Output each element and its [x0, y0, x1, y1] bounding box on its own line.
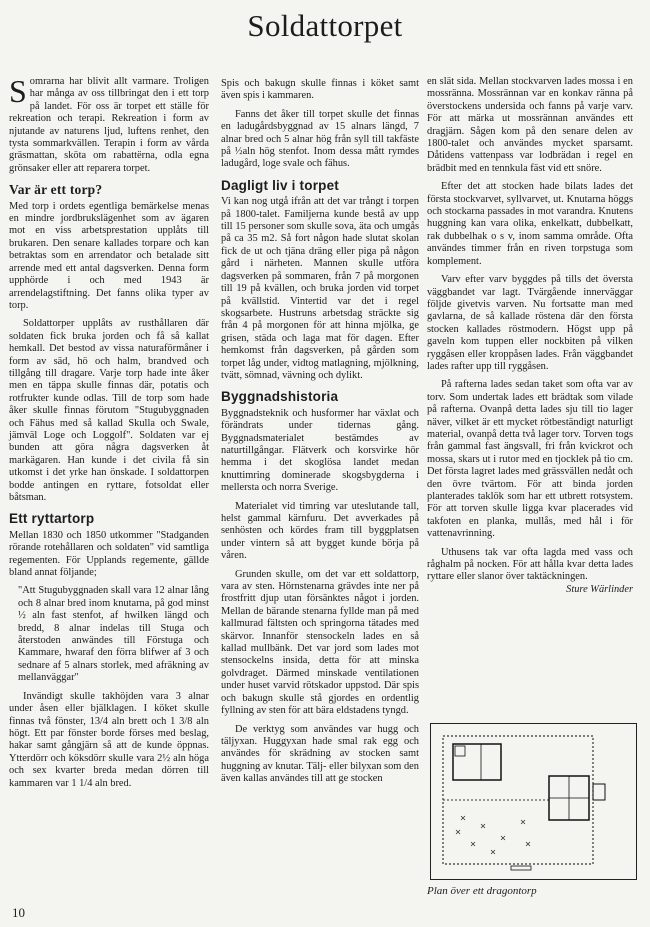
- paragraph: Materialet vid timring var uteslutande tall, helst gammal kärnfuru. Det avverkades på senhösten och kördes fram till byggplatsen under vintern så att bygget kunde börja på våren.: [221, 500, 419, 562]
- paragraph-text: Uthusens tak var ofta lagda med vass och råghalm på nocken. För att hålla kvar detta lades ryttare eller slanor över taktäckningen.: [427, 546, 633, 583]
- heading-ett-ryttartorp: Ett ryttartorp: [9, 511, 95, 527]
- paragraph: [427, 546, 633, 595]
- heading-byggnadshistoria: Byggnadshistoria: [221, 389, 339, 405]
- paragraph: Med torp i ordets egentliga bemärkelse menas en mindre jordbrukslägenhet som av ägaren mot en viss arbetsprestation upplåts till brukaren. Den senare kallades torpare och kan betraktas som en arrendator och betalade sitt arrende med ett antal dagsverken. Denna form upphörde i och med 1943 är arrendelagstiftning. Det fanns olika typer av torp.: [9, 200, 209, 311]
- drop-cap: S: [9, 73, 27, 109]
- paragraph: Soldattorper upplåts av rusthållaren där soldaten fick bruka jorden och få så kallat hemkall. Det bestod av vissa naturaförmåner i form av säd, hö och halm, brandved och tillgång till dragare. Varje torp hade inte åker men en täppa skulle finnas där, potatis och rotfrukter kunde odlas. Till de torp som hade åker skulle finnas förutom "Stugubyggnaden och Fähus med så kallad Skulla och Swale, jämväl Loge och Loggolf". Soldaten var ej bunden att göra några dagsverken åt markägaren. Han kunde i det civila få sin utkomst i det yrke han önskade. I soldattorpen bodde antingen en ryttare, fotsoldat eller båtsman.: [9, 318, 209, 503]
- paragraph: Fanns det åker till torpet skulle det finnas en ladugårdsbyggnad av 15 alnars längd, 7 alnar bred och 5 alnar hög från syll till takfäste på ½aln hög stenfot. Inom dessa mått rymdes ladugård, loge svale och fähus.: [221, 108, 419, 170]
- paragraph: Mellan 1830 och 1850 utkommer "Stadganden rörande rotehållaren och soldaten" vid samtliga regementen. För Upplands regemente, gällde bland annat följande;: [9, 529, 209, 579]
- paragraph: Byggnadsteknik och husformer har växlat och förändrats under tidernas gång. Byggnadsmaterialet bestämdes av naturtillgångar. Flätverk och korsvirke hör hemma i det skoglösa landet medan knuttimring dominerade skogsbygderna i mellersta och norra Sverige.: [221, 407, 419, 494]
- paragraph: en slät sida. Mellan stockvarven lades mossa i en mossränna. Mossrännan var en konkav ränna på överstockens undersida och fanns på varje varv. För att märka ut mossrännan användes ett dragjärn. Sågen kom på den senare delen av 1800-talet och användes mycket sparsamt. Dåtidens vattenpass var lodbrädan i regel en brädbit med en tennkula fäst vid ett snöre.: [427, 76, 633, 174]
- page-number: 10: [12, 905, 25, 920]
- column-3: [427, 76, 633, 596]
- floor-plan-svg: [431, 724, 636, 879]
- intro-text: omrarna har blivit allt varmare. Troligen har många av oss tillbringat den i ett torp på landet. För oss är torpet ett ställe för rekreation och terapi. Rekreation i form av njutande av naturens ljud, luftens renhet, den tysta sommarkvällen. Terapin i form av vårda gräsmattan, sköta om rabattërna, odla egna grönsaker eller att reparera torpet.: [9, 76, 209, 174]
- page-title: Soldattorpet: [247, 8, 403, 43]
- paragraph: Invändigt skulle takhöjden vara 3 alnar under åsen eller bjälklagen. I köket skulle finnas två fönster, 13/4 aln brett och 1 3/8 aln högt. Ett par fönster borde förses med beslag, hakar samt gångjärn så att de kunde öppnas. Ytterdörr och köksdörr skulle vara 2½ aln höga och sex kvarter breda medan dörren till kammaren var 1 1/4 aln bred.: [9, 690, 209, 789]
- column-1: [9, 73, 209, 796]
- paragraph: Efter det att stocken hade bilats lades det första stockvarvet, syllvarvet, ut. Knutarna höggs och stockarna passades in mot varandra. Knutens huggning kan vara olika, enkelkatt, dubbelkatt, rak dubbelhak o s v, inom samma område. Ofta användes timmer från en riven torpstuga som komplement.: [427, 181, 633, 267]
- heading-var-ar-ett-torp: Var är ett torp?: [9, 182, 103, 198]
- paragraph: De verktyg som användes var hugg och täljyxan. Huggyxan hade smal rak egg och användes för skrädning av stocken samt huggning av knutar. Tälj- eller bilyxan som den även kallas användes till att ge stocken: [221, 723, 419, 785]
- author-signature: Sture Wärlinder: [566, 583, 633, 595]
- intro-paragraph: [9, 73, 209, 175]
- paragraph: Spis och bakugn skulle finnas i köket samt även spis i kammaren.: [221, 78, 419, 102]
- paragraph: Varv efter varv byggdes på tills det översta väggbandet var lagt. Tvärgående innerväggar följde givetvis varven. Nu fortsatte man med gavlarna, de så kallade röstena där den första stocken kallades röstmodern. Högst upp på gaveln kom tuppen eller nockbiten på vilken ryggåsen eller kroppåsen lades. Från väggbandet lades rafter upp till ryggåsen.: [427, 274, 633, 372]
- figure-caption: Plan över ett dragontorp: [427, 885, 537, 897]
- floor-plan-drawing: [430, 723, 637, 880]
- heading-dagligt-liv: Dagligt liv i torpet: [221, 177, 340, 193]
- paragraph: Grunden skulle, om det var ett soldattorp, vara av sten. Hörnstenarna grävdes inte ner på frostfritt djup utan försänktes något i jorden. Mellan de bärande stenarna fyllde man på med kallmurad fältsten och springorna tätades med skärvor. Innanför stensockeln lades en så kallad mullbänk. Det var jord som lades mot stensockelns insida, detta för att minska golvdraget. Därmed minskade ventilationen under huset varvid rötskador uppstod. Där spis och bakugn skulle stå gjordes en ordentlig fyllning av sten för att bära eldstadens tyngd.: [221, 568, 419, 717]
- quote: "Att Stugubyggnaden skall vara 12 alnar lång och 8 alnar bred inom knutarna, på god minst ½ aln fast stenfot, af hwilken längd och bredd, 8 alnar indelas till Stuga och återstoden anwändes till Förstuga och Kammare, hwaraf den förra blifwer af 3 och sednare af 5 alnars storlek, med afräkning av mellanväggar": [18, 585, 209, 684]
- column-2: [221, 78, 419, 792]
- paragraph: På rafterna lades sedan taket som ofta var av torv. Som undertak lades ett brädtak som vilade på rafterna. Ovanpå detta lades sju till tio lager näver, vilket är ett mycket rötbeständigt naturligt material, ovanpå detta två lager torv. Torven togs från gammal fast ängsvall, fri från kvickrot och mossa, skars ut i rutor med en tjocklek på tio cm. Det första lagret lades med grässvällen nedåt och den övre tvärtom. För att binda jorden planterades taklök som har ett utbrett rotsystem. För att torven skulle ligga kvar placerades vid takfoten en planka, mullås, med hål i för vattenavrinning.: [427, 379, 633, 540]
- paragraph: Vi kan nog utgå ifrån att det var trångt i torpen på 1800-talet. Familjerna kunde bestå av upp till 15 personer som skulle sova, äta och umgås på ca 35 m2. Så fort någon hade slutat skolan fick de ut och tjäna dräng eller piga på någon gård i närheten. Mannen skulle utföra dagsverken på sommaren, från 7 på morgonen till 19 på kvällen, och bruka jorden vid torpet på kvällstid. Vintertid var det i regel skogsarbete. Hustruns arbetsdag sträckte sig från 4 på morgonen för att hinna mjölka, ge grisen, städa och laga mat för dagen. Efter hemkomst från dagsverken, på gården som torpet låg under, vidtog matlagning, mjölkning, tvätt, sömnad, vävning och dylikt.: [221, 196, 419, 381]
